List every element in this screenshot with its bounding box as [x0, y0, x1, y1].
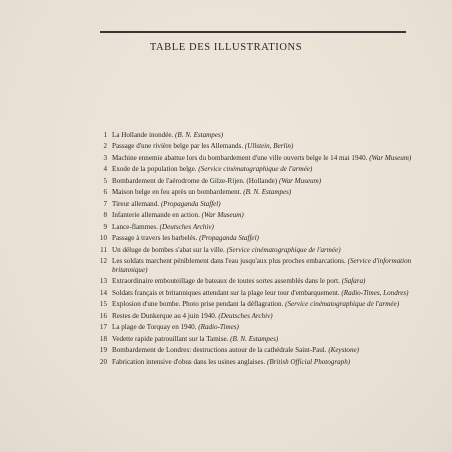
- caption-source: (Safara): [341, 277, 366, 286]
- list-item: [96, 257, 414, 274]
- list-item: [96, 200, 414, 208]
- caption-text: Fabrication intensive d'obus dans les usines anglaises.: [112, 357, 266, 366]
- item-caption: [112, 131, 414, 139]
- item-number: 20: [99, 357, 107, 366]
- list-item: [96, 312, 414, 320]
- caption-text: Les soldats marchent péniblement dans l'eau jusqu'aux plus proches embarcations.: [112, 257, 346, 266]
- caption-source: (Keystone): [328, 346, 360, 355]
- item-number: 3: [103, 153, 107, 162]
- caption-text: Lance-flammes.: [112, 222, 158, 231]
- item-number: 11: [100, 245, 107, 254]
- list-item: [96, 223, 414, 231]
- caption-text: Passage d'une rivière belge par les Allemands.: [112, 142, 244, 151]
- item-caption: [112, 312, 414, 320]
- caption-text: Maison belge en feu après un bombardement.: [112, 188, 242, 197]
- caption-text: Passage à travers les barbelés.: [112, 234, 198, 243]
- caption-text: Extraordinaire embouteillage de bateaux de toutes sortes assemblés dans le port.: [112, 277, 340, 286]
- caption-source: (Deutsches Archiv): [159, 222, 214, 231]
- caption-source: (War Museum): [278, 176, 322, 185]
- list-item: [96, 211, 414, 219]
- caption-source: (B. N. Estampes): [175, 131, 224, 139]
- item-number: 18: [99, 334, 107, 343]
- item-number: 16: [99, 311, 107, 320]
- caption-source: (Service cinématographique de l'armée): [226, 245, 341, 254]
- caption-text: Machine ennemie abattue lors du bombardement d'une ville ouverts belge le 14 mai 1940.: [112, 153, 368, 162]
- item-caption: [112, 289, 414, 297]
- item-number: 6: [103, 188, 107, 197]
- caption-source: (Service cinématographique de l'armée): [198, 165, 313, 174]
- list-item: [96, 142, 414, 150]
- item-caption: [112, 300, 414, 308]
- caption-source: (Radio-Times): [198, 323, 239, 332]
- list-item: [96, 289, 414, 297]
- caption-source: (B. N. Estampes): [230, 334, 279, 343]
- caption-source: (Service cinématographique de l'armée): [285, 300, 400, 309]
- item-caption: [112, 346, 414, 354]
- caption-text: La plage de Torquay en 1940.: [112, 323, 197, 332]
- item-number: 15: [99, 300, 107, 309]
- caption-text: Exode de la population belge.: [112, 165, 197, 174]
- caption-source: (Service d'information britannique): [112, 257, 412, 274]
- item-caption: [112, 211, 414, 219]
- item-caption: [112, 257, 414, 274]
- item-caption: [112, 246, 414, 254]
- item-caption: [112, 188, 414, 196]
- caption-text: Soldats français et britanniques attendant sur la plage leur tour d'embarquement.: [112, 288, 340, 297]
- caption-text: Infanterie allemande en action.: [112, 211, 200, 220]
- item-caption: [112, 177, 414, 185]
- caption-source: (B. N. Estampes): [243, 188, 292, 197]
- list-item: [96, 358, 414, 366]
- top-rule: [100, 31, 406, 33]
- item-number: 9: [103, 222, 107, 231]
- list-item: [96, 277, 414, 285]
- caption-text: Bombardement de l'aérodrome de Gilze-Rijen. (Hollande): [112, 176, 278, 185]
- list-item: [96, 246, 414, 254]
- illustration-list: [96, 131, 414, 369]
- item-caption: [112, 358, 414, 366]
- item-caption: [112, 142, 414, 150]
- caption-source: (Ullstein, Berlin): [244, 142, 294, 151]
- item-number: 10: [99, 234, 107, 243]
- list-item: [96, 234, 414, 242]
- item-caption: [112, 277, 414, 285]
- item-caption: [112, 154, 414, 162]
- list-item: [96, 131, 414, 139]
- caption-source: (War Museum): [201, 211, 244, 220]
- caption-source: (Radio-Times, Londres): [341, 288, 409, 297]
- item-number: 5: [103, 176, 107, 185]
- caption-text: Explosion d'une bombe. Photo prise pendant la déflagration.: [112, 300, 284, 309]
- caption-text: Tireur allemand.: [112, 199, 160, 208]
- item-number: 14: [99, 288, 107, 297]
- list-item: [96, 346, 414, 354]
- list-item: [96, 300, 414, 308]
- caption-source: (British Official Photograph): [266, 357, 351, 366]
- item-number: 19: [99, 346, 107, 355]
- caption-source: (War Museum): [369, 153, 412, 162]
- list-item: [96, 165, 414, 173]
- caption-text: La Hollande inondée.: [112, 131, 174, 139]
- list-item: [96, 177, 414, 185]
- item-caption: [112, 323, 414, 331]
- list-item: [96, 154, 414, 162]
- item-number: 4: [103, 165, 107, 174]
- caption-text: Bombardement de Londres: destructions autour de la cathédrale Saint-Paul.: [112, 346, 327, 355]
- item-number: 17: [99, 323, 107, 332]
- caption-source: (Propaganda Staffel): [199, 234, 259, 243]
- item-number: 12: [99, 257, 107, 266]
- caption-source: (Propaganda Staffel): [160, 199, 221, 208]
- list-item: [96, 335, 414, 343]
- item-caption: [112, 234, 414, 242]
- item-caption: [112, 335, 414, 343]
- item-number: 2: [103, 142, 107, 151]
- caption-text: Restes de Dunkerque au 4 juin 1940.: [112, 311, 217, 320]
- list-item: [96, 188, 414, 196]
- item-number: 1: [103, 131, 107, 139]
- item-number: 8: [103, 211, 107, 220]
- page-title: TABLE DES ILLUSTRATIONS: [149, 42, 303, 53]
- item-caption: [112, 200, 414, 208]
- item-number: 13: [99, 277, 107, 286]
- caption-text: Vedette rapide patrouillant sur la Tamise.: [112, 334, 229, 343]
- item-caption: [112, 165, 414, 173]
- item-caption: [112, 223, 414, 231]
- item-number: 7: [103, 199, 107, 208]
- list-item: [96, 323, 414, 331]
- caption-text: Un déluge de bombes s'abat sur la ville.: [112, 245, 225, 254]
- caption-source: (Deutsches Archiv): [218, 311, 273, 320]
